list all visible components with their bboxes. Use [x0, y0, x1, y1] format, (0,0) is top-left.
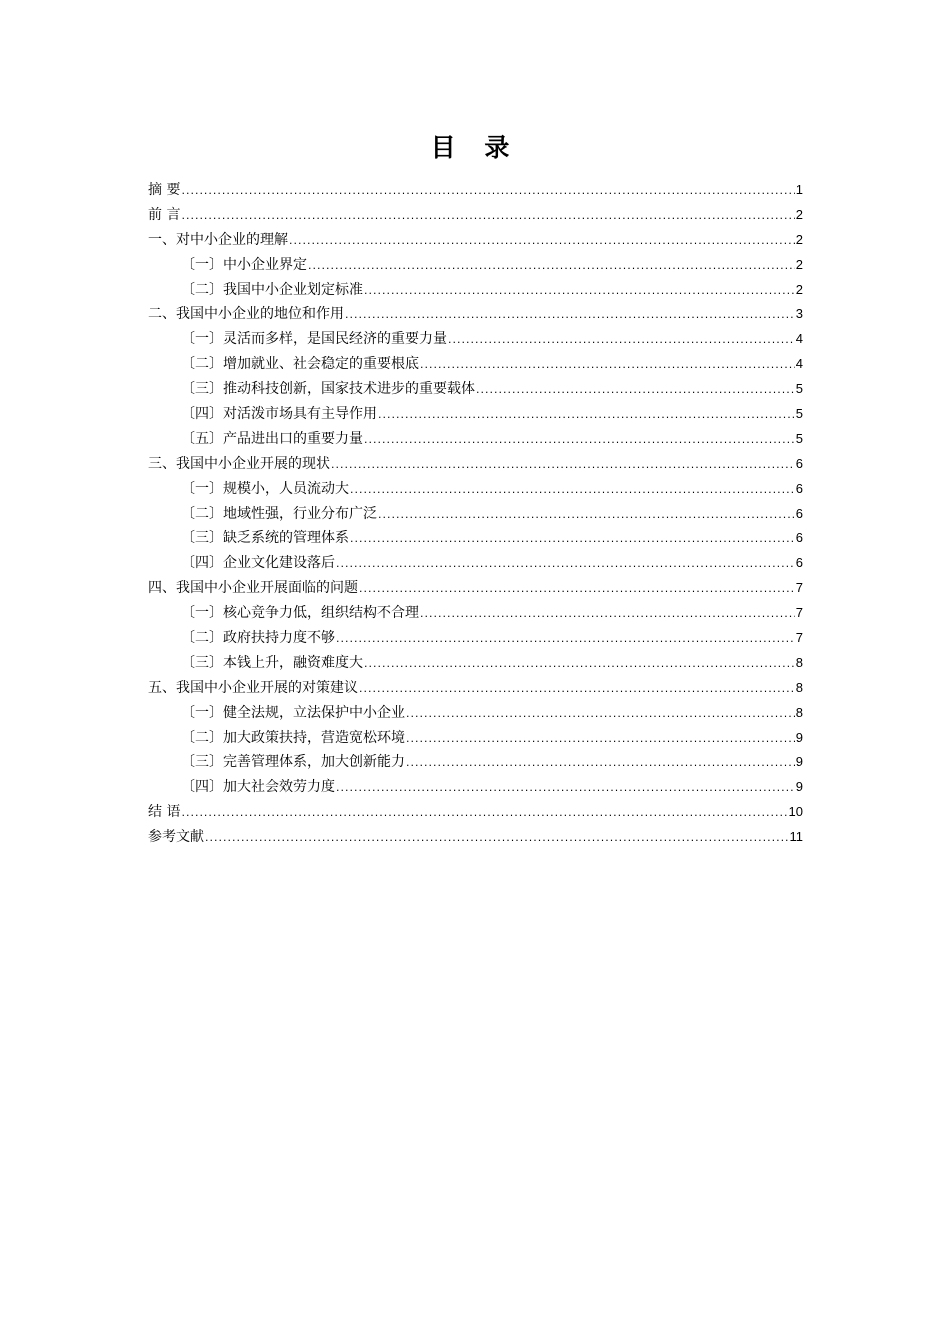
- toc-page-number: 10: [788, 804, 803, 820]
- toc-entry[interactable]: [148, 203, 803, 228]
- toc-entry[interactable]: [148, 377, 803, 402]
- dot-leader: [364, 279, 795, 303]
- toc-page-number: 7: [795, 605, 803, 621]
- toc-entry[interactable]: [148, 477, 803, 502]
- page-title: 目 录: [430, 133, 520, 162]
- toc-entry-title: 〔二〕加大政策扶持，营造宽松环境: [181, 729, 405, 746]
- toc-entry[interactable]: [148, 825, 803, 850]
- toc-page-number: 6: [795, 480, 803, 496]
- toc-page-number: 6: [795, 455, 803, 471]
- dot-leader: [364, 652, 795, 676]
- toc-page-number: 11: [789, 829, 803, 845]
- dot-leader: [359, 577, 795, 601]
- toc-entry-title: 五、我国中小企业开展的对策建议: [148, 679, 358, 696]
- toc-entry-title: 〔一〕规模小，人员流动大: [181, 480, 349, 497]
- toc-entry-title: 〔五〕产品进出口的重要力量: [181, 430, 363, 447]
- toc-entry-title: 〔一〕灵活而多样，是国民经济的重要力量: [181, 331, 447, 348]
- dot-leader: [350, 527, 795, 551]
- toc-entry[interactable]: [148, 526, 803, 551]
- dot-leader: [181, 801, 787, 825]
- toc-entry-title: 〔二〕政府扶持力度不够: [181, 630, 335, 647]
- toc-entry-title: 一、对中小企业的理解: [148, 231, 288, 248]
- toc-entry-title: 〔二〕地域性强，行业分布广泛: [181, 505, 377, 522]
- dot-leader: [378, 403, 795, 427]
- toc-entry-title: 〔四〕加大社会效劳力度: [181, 779, 335, 796]
- dot-leader: [476, 378, 795, 402]
- toc-entry-title: 〔四〕企业文化建设落后: [181, 555, 335, 572]
- toc-entry[interactable]: [148, 601, 803, 626]
- dot-leader: [350, 478, 795, 502]
- toc-page-number: 2: [795, 231, 803, 247]
- dot-leader: [181, 179, 794, 203]
- toc-entry-title: 〔一〕健全法规，立法保护中小企业: [181, 704, 405, 721]
- toc-entry-title: 参考文献: [148, 829, 204, 846]
- toc-page-number: 6: [795, 555, 803, 571]
- dot-leader: [181, 204, 794, 228]
- toc-entry-title: 三、我国中小企业开展的现状: [148, 455, 330, 472]
- toc-page-number: 2: [795, 281, 803, 297]
- toc-page-number: 9: [795, 754, 803, 770]
- toc-entry-title: 〔三〕本钱上升，融资难度大: [181, 654, 363, 671]
- toc-entry[interactable]: [148, 352, 803, 377]
- toc-entry[interactable]: [148, 701, 803, 726]
- dot-leader: [336, 776, 795, 800]
- toc-page-number: 5: [795, 430, 803, 446]
- toc-entry-title: 〔四〕对活泼市场具有主导作用: [181, 406, 377, 423]
- toc-page-number: 2: [795, 206, 803, 222]
- toc-entry-title: 〔二〕增加就业、社会稳定的重要根底: [181, 356, 419, 373]
- toc-page-number: 2: [795, 256, 803, 272]
- dot-leader: [308, 254, 795, 278]
- toc-page-number: 9: [795, 779, 803, 795]
- dot-leader: [406, 727, 795, 751]
- toc-entry[interactable]: [148, 775, 803, 800]
- toc-entry[interactable]: [148, 750, 803, 775]
- toc-page-number: 6: [795, 505, 803, 521]
- toc-entry[interactable]: [148, 178, 803, 203]
- toc-entry[interactable]: [148, 327, 803, 352]
- toc-entry-title: 〔三〕推动科技创新，国家技术进步的重要载体: [181, 381, 475, 398]
- dot-leader: [289, 229, 795, 253]
- dot-leader: [364, 428, 795, 452]
- dot-leader: [205, 826, 789, 850]
- toc-entry[interactable]: [148, 253, 803, 278]
- toc-page-number: 6: [795, 530, 803, 546]
- toc-entry[interactable]: [148, 726, 803, 751]
- toc-entry-title: 〔一〕中小企业界定: [181, 256, 307, 273]
- dot-leader: [378, 503, 795, 527]
- toc-entry-title: 〔三〕完善管理体系，加大创新能力: [181, 754, 405, 771]
- dot-leader: [448, 328, 795, 352]
- toc-entry-title: 〔一〕核心竞争力低，组织结构不合理: [181, 605, 419, 622]
- dot-leader: [336, 552, 795, 576]
- toc-page-number: 5: [795, 406, 803, 422]
- toc-entry[interactable]: [148, 302, 803, 327]
- toc-entry[interactable]: [148, 278, 803, 303]
- toc-page-number: 7: [795, 580, 803, 596]
- dot-leader: [406, 702, 795, 726]
- toc-entry[interactable]: [148, 427, 803, 452]
- toc-entry[interactable]: [148, 402, 803, 427]
- toc-page-number: 4: [795, 356, 803, 372]
- dot-leader: [345, 303, 795, 327]
- toc-entry[interactable]: [148, 676, 803, 701]
- toc-page-number: 8: [795, 654, 803, 670]
- toc-page-number: 5: [795, 381, 803, 397]
- dot-leader: [406, 751, 795, 775]
- dot-leader: [420, 353, 795, 377]
- dot-leader: [420, 602, 795, 626]
- toc-entry[interactable]: [148, 651, 803, 676]
- toc-page-number: 8: [795, 679, 803, 695]
- toc-entry-title: 二、我国中小企业的地位和作用: [148, 306, 344, 323]
- toc-page-number: 9: [795, 729, 803, 745]
- toc-entry[interactable]: [148, 800, 803, 825]
- toc-entry-title: 四、我国中小企业开展面临的问题: [148, 580, 358, 597]
- toc-entry-title: 〔二〕我国中小企业划定标准: [181, 281, 363, 298]
- toc-page-number: 4: [795, 331, 803, 347]
- toc-page-number: 8: [795, 704, 803, 720]
- toc-page-number: 7: [795, 630, 803, 646]
- toc-entry[interactable]: [148, 626, 803, 651]
- toc-entry[interactable]: [148, 452, 803, 477]
- dot-leader: [331, 453, 795, 477]
- table-of-contents: [148, 178, 803, 850]
- toc-entry-title: 〔三〕缺乏系统的管理体系: [181, 530, 349, 547]
- toc-entry[interactable]: [148, 228, 803, 253]
- toc-entry-title: 结 语: [148, 804, 181, 821]
- dot-leader: [336, 627, 795, 651]
- toc-entry-title: 前 言: [148, 206, 181, 223]
- toc-entry[interactable]: [148, 502, 803, 527]
- toc-page-number: 3: [795, 306, 803, 322]
- toc-entry-title: 摘 要: [148, 182, 181, 198]
- toc-entry[interactable]: [148, 576, 803, 601]
- toc-page-number: 1: [795, 182, 803, 197]
- toc-entry[interactable]: [148, 551, 803, 576]
- dot-leader: [359, 677, 795, 701]
